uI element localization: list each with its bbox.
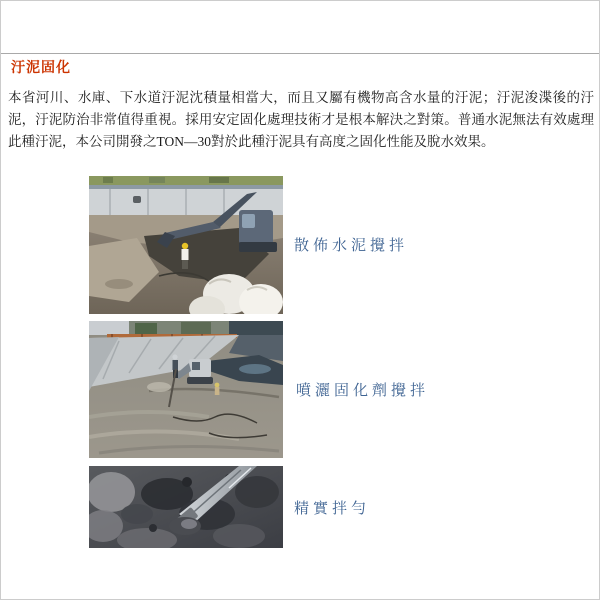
figure-caption-mixed-evenly: 精實拌勻 (294, 501, 371, 517)
mixed-sludge-closeup-photo (89, 466, 283, 548)
page-title: 汙泥固化 (11, 61, 71, 76)
intro-paragraph: 本省河川、水庫、下水道汙泥沈積量相當大，而且又屬有機物高含水量的汙泥；汙泥浚渫後的汙泥，汙泥防治非常值得重視。採用安定固化處理技術才是根本解決之對策。普通水泥無法有效處理此種汙泥，本公司開發之TON—30對於此種汙泥具有高度之固化性能及脫水效果。 (8, 90, 594, 149)
top-divider (1, 53, 600, 54)
spraying-solidifier-canal-photo (89, 321, 283, 458)
figure-caption-solidifier-spray: 噴灑固化劑攪拌 (296, 383, 430, 399)
figure-caption-cement-spreading: 散佈水泥攪拌 (294, 238, 409, 254)
excavator-spreading-cement-photo (89, 176, 283, 314)
